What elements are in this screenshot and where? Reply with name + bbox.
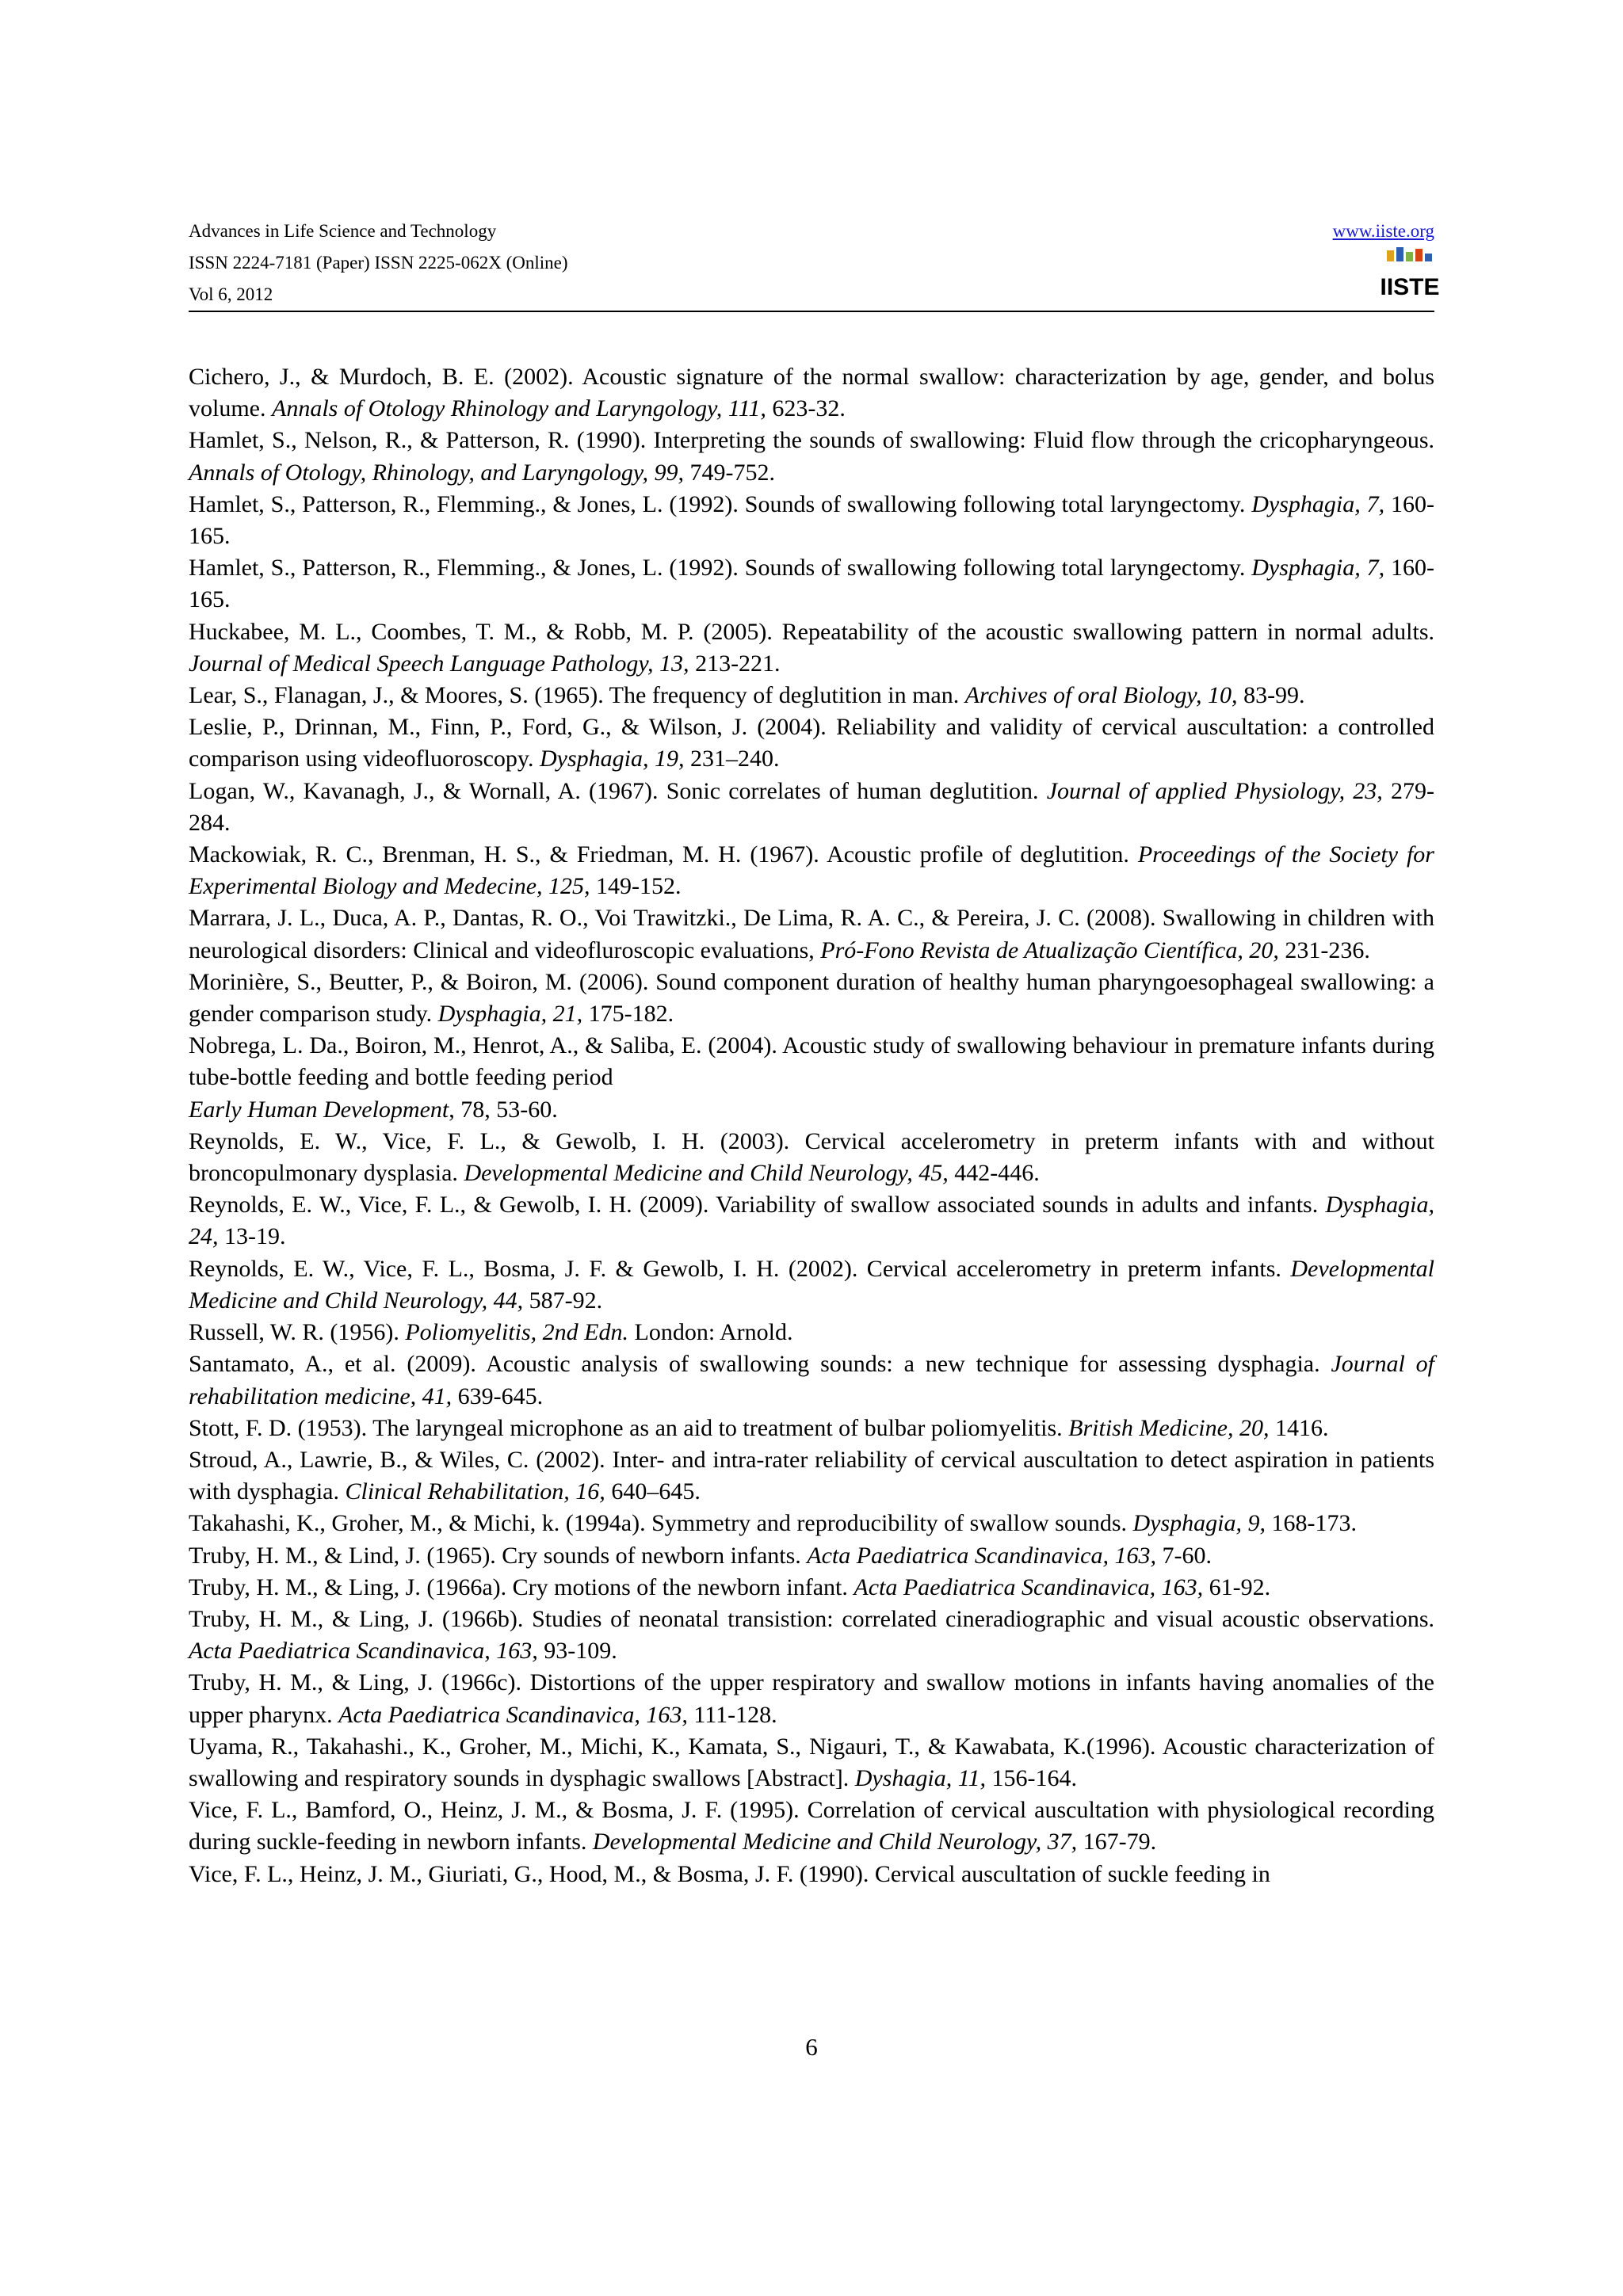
reference-text: Morinière, S., Beutter, P., & Boiron, M. (2006). Sound component duration of healthy human pharyngoesophageal swallowing: a gender comparison study.	[189, 968, 1434, 1028]
reference-text: Huckabee, M. L., Coombes, T. M., & Robb, M. P. (2005). Repeatability of the acoustic swallowing pattern in normal adults.	[189, 618, 1434, 645]
reference-source: Early Human Development	[189, 1096, 449, 1123]
reference-source: British Medicine, 20,	[1068, 1414, 1270, 1441]
reference-text: Reynolds, E. W., Vice, F. L., & Gewolb, I. H. (2009). Variability of swallow associated sounds in adults and infants.	[189, 1192, 1326, 1219]
reference-pages: 213-221.	[689, 650, 781, 677]
reference-entry	[189, 1859, 1434, 1890]
reference-entry	[189, 552, 1434, 616]
reference-text: Stroud, A., Lawrie, B., & Wiles, C. (2002). Inter- and intra-rater reliability of cervical auscultation to detect aspiration in patients with dysphagia.	[189, 1446, 1434, 1505]
reference-pages: 442-446.	[948, 1160, 1040, 1187]
reference-entry	[189, 839, 1434, 902]
reference-text: Hamlet, S., Patterson, R., Flemming., & Jones, L. (1992). Sounds of swallowing following total laryngectomy.	[189, 490, 1252, 517]
reference-pages: 168-173.	[1266, 1510, 1358, 1537]
reference-source: Archives of oral Biology, 10,	[964, 682, 1238, 709]
reference-text: Leslie, P., Drinnan, M., Finn, P., Ford, G., & Wilson, J. (2004). Reliability and validity of cervical auscultation: a controlled comparison using videofluoroscopy.	[189, 714, 1434, 772]
reference-pages: 639-645.	[452, 1383, 544, 1409]
reference-entry	[189, 1094, 1434, 1126]
reference-source: Annals of Otology Rhinology and Laryngology, 111,	[272, 395, 766, 422]
reference-pages: 149-152.	[590, 873, 682, 900]
reference-source: Dysphagia, 7,	[1251, 555, 1385, 582]
page-number: 6	[805, 2033, 818, 2061]
reference-list	[189, 361, 1434, 1890]
reference-pages: 83-99.	[1237, 682, 1305, 709]
reference-pages: 167-79.	[1077, 1829, 1157, 1855]
reference-entry	[189, 1667, 1434, 1730]
reference-pages: 61-92.	[1203, 1573, 1271, 1600]
journal-title: Advances in Life Science and Technology	[189, 221, 497, 241]
reference-source: Dysphagia, 9,	[1132, 1510, 1266, 1537]
reference-source: Dysphagia, 24,	[189, 1192, 1434, 1250]
reference-pages: London: Arnold.	[628, 1319, 793, 1346]
reference-entry	[189, 1731, 1434, 1794]
reference-pages: 749-752.	[684, 459, 775, 486]
reference-pages: 160-165.	[189, 555, 1434, 613]
reference-source: Developmental Medicine and Child Neurology, 44,	[189, 1255, 1434, 1314]
issn-line: ISSN 2224-7181 (Paper) ISSN 2225-062X (Online)	[189, 253, 568, 273]
website-link[interactable]: www.iiste.org	[1332, 221, 1434, 241]
logo-text: IISTE	[1380, 274, 1440, 300]
reference-pages: 13-19.	[218, 1223, 286, 1250]
reference-entry	[189, 1572, 1434, 1604]
reference-text: Vice, F. L., Heinz, J. M., Giuriati, G., Hood, M., & Bosma, J. F. (1990). Cervical auscultation of suckle feeding in	[189, 1860, 1270, 1887]
reference-entry	[189, 680, 1434, 711]
reference-pages: 623-32.	[766, 395, 846, 422]
reference-text: Nobrega, L. Da., Boiron, M., Henrot, A., & Saliba, E. (2004). Acoustic study of swallowing behaviour in premature infants during tube-bottle feeding and bottle feeding period	[189, 1032, 1434, 1091]
reference-pages: 231–240.	[684, 746, 780, 772]
reference-source: Acta Paediatrica Scandinavica, 163,	[338, 1701, 688, 1728]
reference-text: Mackowiak, R. C., Brenman, H. S., & Friedman, M. H. (1967). Acoustic profile of deglutition.	[189, 841, 1138, 868]
reference-text: Truby, H. M., & Ling, J. (1966a). Cry motions of the newborn infant.	[189, 1573, 854, 1600]
reference-pages: 640–645.	[605, 1478, 701, 1505]
reference-entry	[189, 711, 1434, 775]
reference-source: Proceedings of the Society for Experimental Biology and Medecine, 125,	[189, 841, 1434, 900]
reference-entry	[189, 1126, 1434, 1189]
reference-entry	[189, 1253, 1434, 1317]
reference-source: Dyshagia, 11,	[854, 1764, 986, 1791]
reference-text: Marrara, J. L., Duca, A. P., Dantas, R. O., Voi Trawitzki., De Lima, R. A. C., & Pereira, J. C. (2008). Swallowing in children with neurological disorders: Clinical and videofluroscopic evaluations,	[189, 905, 1434, 963]
reference-entry	[189, 1030, 1434, 1093]
reference-text: Russell, W. R. (1956).	[189, 1319, 406, 1346]
reference-source: Annals of Otology, Rhinology, and Laryngology, 99,	[189, 459, 684, 486]
reference-entry	[189, 902, 1434, 966]
reference-source: Poliomyelitis, 2nd Edn.	[405, 1319, 628, 1346]
reference-entry	[189, 1317, 1434, 1348]
reference-text: Reynolds, E. W., Vice, F. L., & Gewolb, I. H. (2003). Cervical accelerometry in preterm infants with and without broncopulmonary dysplasia.	[189, 1127, 1434, 1187]
reference-pages: 279-284.	[189, 777, 1434, 836]
reference-entry	[189, 1508, 1434, 1539]
reference-pages: 160-165.	[189, 490, 1434, 550]
reference-text: Logan, W., Kavanagh, J., & Wornall, A. (1967). Sonic correlates of human deglutition.	[189, 777, 1047, 804]
reference-source: Clinical Rehabilitation, 16,	[345, 1478, 605, 1505]
iiste-logo	[1380, 247, 1440, 300]
reference-source: Dysphagia, 7,	[1251, 490, 1385, 517]
reference-entry	[189, 616, 1434, 680]
reference-text: Cichero, J., & Murdoch, B. E. (2002). Acoustic signature of the normal swallow: characterization by age, gender, and bolus volume.	[189, 364, 1434, 422]
reference-source: Developmental Medicine and Child Neurology, 45,	[464, 1160, 949, 1187]
reference-entry	[189, 1794, 1434, 1858]
reference-pages: 1416.	[1269, 1414, 1329, 1441]
reference-entry	[189, 361, 1434, 425]
reference-source: Journal of applied Physiology, 23,	[1046, 777, 1383, 804]
reference-entry	[189, 1604, 1434, 1667]
reference-source: Pró-Fono Revista de Atualização Científica, 20,	[820, 936, 1279, 963]
volume-line: Vol 6, 2012	[189, 284, 273, 304]
reference-pages: 156-164.	[985, 1764, 1077, 1791]
reference-entry	[189, 425, 1434, 488]
reference-entry	[189, 967, 1434, 1030]
reference-pages: 175-182.	[582, 1001, 674, 1028]
reference-source: Developmental Medicine and Child Neurology, 37,	[592, 1829, 1078, 1855]
reference-source: Journal of rehabilitation medicine, 41,	[189, 1351, 1434, 1409]
header-rule	[189, 311, 1434, 312]
reference-text: Reynolds, E. W., Vice, F. L., Bosma, J. F. & Gewolb, I. H. (2002). Cervical accelerometry in preterm infants.	[189, 1255, 1291, 1282]
reference-text: Santamato, A., et al. (2009). Acoustic analysis of swallowing sounds: a new technique for assessing dysphagia.	[189, 1351, 1331, 1378]
reference-source: Acta Paediatrica Scandinavica, 163,	[189, 1638, 538, 1665]
reference-entry	[189, 1413, 1434, 1444]
reference-text: Vice, F. L., Bamford, O., Heinz, J. M., & Bosma, J. F. (1995). Correlation of cervical auscultation with physiological recording during suckle-feeding in newborn infants.	[189, 1797, 1434, 1855]
reference-pages: 231-236.	[1278, 936, 1370, 963]
reference-text: Takahashi, K., Groher, M., & Michi, k. (1994a). Symmetry and reproducibility of swallow sounds.	[189, 1510, 1133, 1537]
reference-source: Acta Paediatrica Scandinavica, 163,	[807, 1542, 1156, 1569]
reference-entry	[189, 1189, 1434, 1253]
reference-entry	[189, 776, 1434, 839]
reference-entry	[189, 1348, 1434, 1412]
reference-pages: 587-92.	[523, 1287, 603, 1314]
reference-pages: , 78, 53-60.	[449, 1096, 558, 1123]
reference-text: Stott, F. D. (1953). The laryngeal microphone as an aid to treatment of bulbar poliomyelitis.	[189, 1414, 1069, 1441]
reference-text: Truby, H. M., & Ling, J. (1966b). Studies of neonatal transistion: correlated cineradiographic and visual acoustic observations.	[189, 1605, 1434, 1632]
reference-source: Dysphagia, 21,	[437, 1001, 583, 1028]
reference-text: Hamlet, S., Patterson, R., Flemming., & Jones, L. (1992). Sounds of swallowing following total laryngectomy.	[189, 555, 1252, 582]
reference-source: Dysphagia, 19,	[539, 746, 685, 772]
reference-entry	[189, 1540, 1434, 1572]
reference-text: Uyama, R., Takahashi., K., Groher, M., Michi, K., Kamata, S., Nigauri, T., & Kawabata, K.(1996). Acoustic characterization of swallowing and respiratory sounds in dysphagic swallows [Abstract].	[189, 1733, 1434, 1791]
reference-source: Acta Paediatrica Scandinavica, 163,	[854, 1573, 1204, 1600]
reference-text: Lear, S., Flanagan, J., & Moores, S. (1965). The frequency of deglutition in man.	[189, 682, 965, 709]
reference-source: Journal of Medical Speech Language Pathology, 13,	[189, 650, 689, 677]
reference-pages: 93-109.	[537, 1638, 617, 1665]
reference-entry	[189, 1444, 1434, 1508]
reference-text: Truby, H. M., & Lind, J. (1965). Cry sounds of newborn infants.	[189, 1542, 808, 1569]
reference-pages: 111-128.	[687, 1701, 777, 1728]
reference-pages: 7-60.	[1156, 1542, 1212, 1569]
reference-entry	[189, 489, 1434, 552]
reference-text: Hamlet, S., Nelson, R., & Patterson, R. (1990). Interpreting the sounds of swallowing: Fluid flow through the cricopharyngeous.	[189, 427, 1434, 454]
reference-text: Truby, H. M., & Ling, J. (1966c). Distortions of the upper respiratory and swallow motions in infants having anomalies of the upper pharynx.	[189, 1669, 1434, 1728]
